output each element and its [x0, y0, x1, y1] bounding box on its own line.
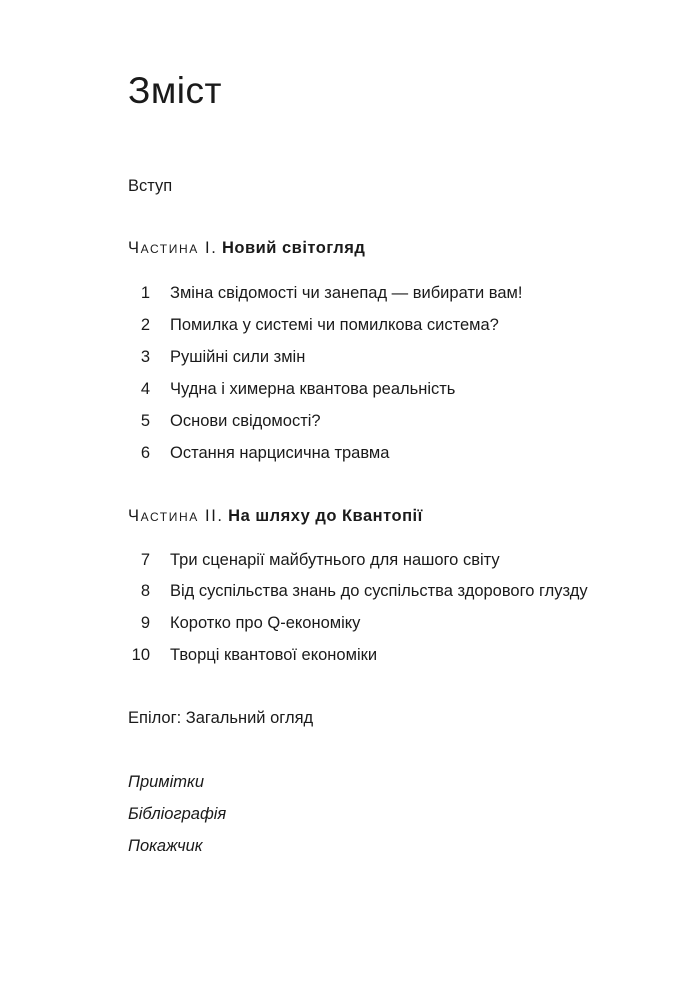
chapter-number: 4 [140, 380, 150, 398]
chapter-number: 7 [140, 551, 150, 569]
chapter-title: Від суспільства знань до суспільства здорового глузду [170, 582, 588, 600]
chapter-number: 5 [140, 412, 150, 430]
chapter-row[interactable] [128, 348, 306, 366]
chapter-row[interactable] [128, 316, 499, 334]
chapter-number: 6 [140, 444, 150, 462]
chapter-number: 9 [140, 614, 150, 632]
chapter-row[interactable] [128, 444, 390, 462]
part1-prefix: Частина І. [128, 239, 218, 257]
toc-bibliography[interactable]: Бібліографія [128, 805, 227, 823]
chapter-row[interactable] [128, 380, 456, 398]
chapter-row[interactable] [128, 284, 523, 302]
chapter-title: Рушійні сили змін [170, 348, 306, 366]
chapter-number: 2 [140, 316, 150, 334]
chapter-title: Остання нарцисична травма [170, 444, 390, 462]
page-title: Зміст [128, 70, 222, 111]
chapter-title: Основи свідомості? [170, 412, 321, 430]
toc-index[interactable]: Покажчик [128, 837, 203, 855]
chapter-row[interactable] [128, 551, 500, 569]
chapter-row[interactable] [128, 614, 361, 632]
chapter-title: Творці квантової економіки [170, 646, 378, 664]
chapter-number: 8 [140, 582, 150, 600]
toc-epilogue[interactable]: Епілог: Загальний огляд [128, 709, 314, 727]
part2-heading[interactable] [128, 508, 423, 525]
toc-notes[interactable]: Примітки [128, 773, 204, 791]
part2-prefix: Частина ІІ. [128, 507, 224, 525]
chapter-title: Коротко про Q-економіку [170, 614, 361, 632]
part2-title: На шляху до Квантопії [228, 507, 423, 525]
part1-title: Новий світогляд [221, 239, 366, 257]
chapter-title: Зміна свідомості чи занепад — вибирати вам! [170, 284, 523, 302]
chapter-number: 10 [131, 646, 150, 664]
chapter-row[interactable] [128, 646, 378, 664]
chapter-row[interactable] [128, 582, 588, 600]
part1-heading[interactable] [128, 240, 365, 257]
toc-intro[interactable]: Вступ [128, 177, 173, 195]
chapter-title: Три сценарії майбутнього для нашого світу [170, 551, 500, 569]
chapter-number: 1 [140, 284, 150, 302]
chapter-row[interactable] [128, 412, 321, 430]
chapter-title: Помилка у системі чи помилкова система? [170, 316, 499, 334]
chapter-title: Чудна і химерна квантова реальність [170, 380, 456, 398]
chapter-number: 3 [140, 348, 150, 366]
